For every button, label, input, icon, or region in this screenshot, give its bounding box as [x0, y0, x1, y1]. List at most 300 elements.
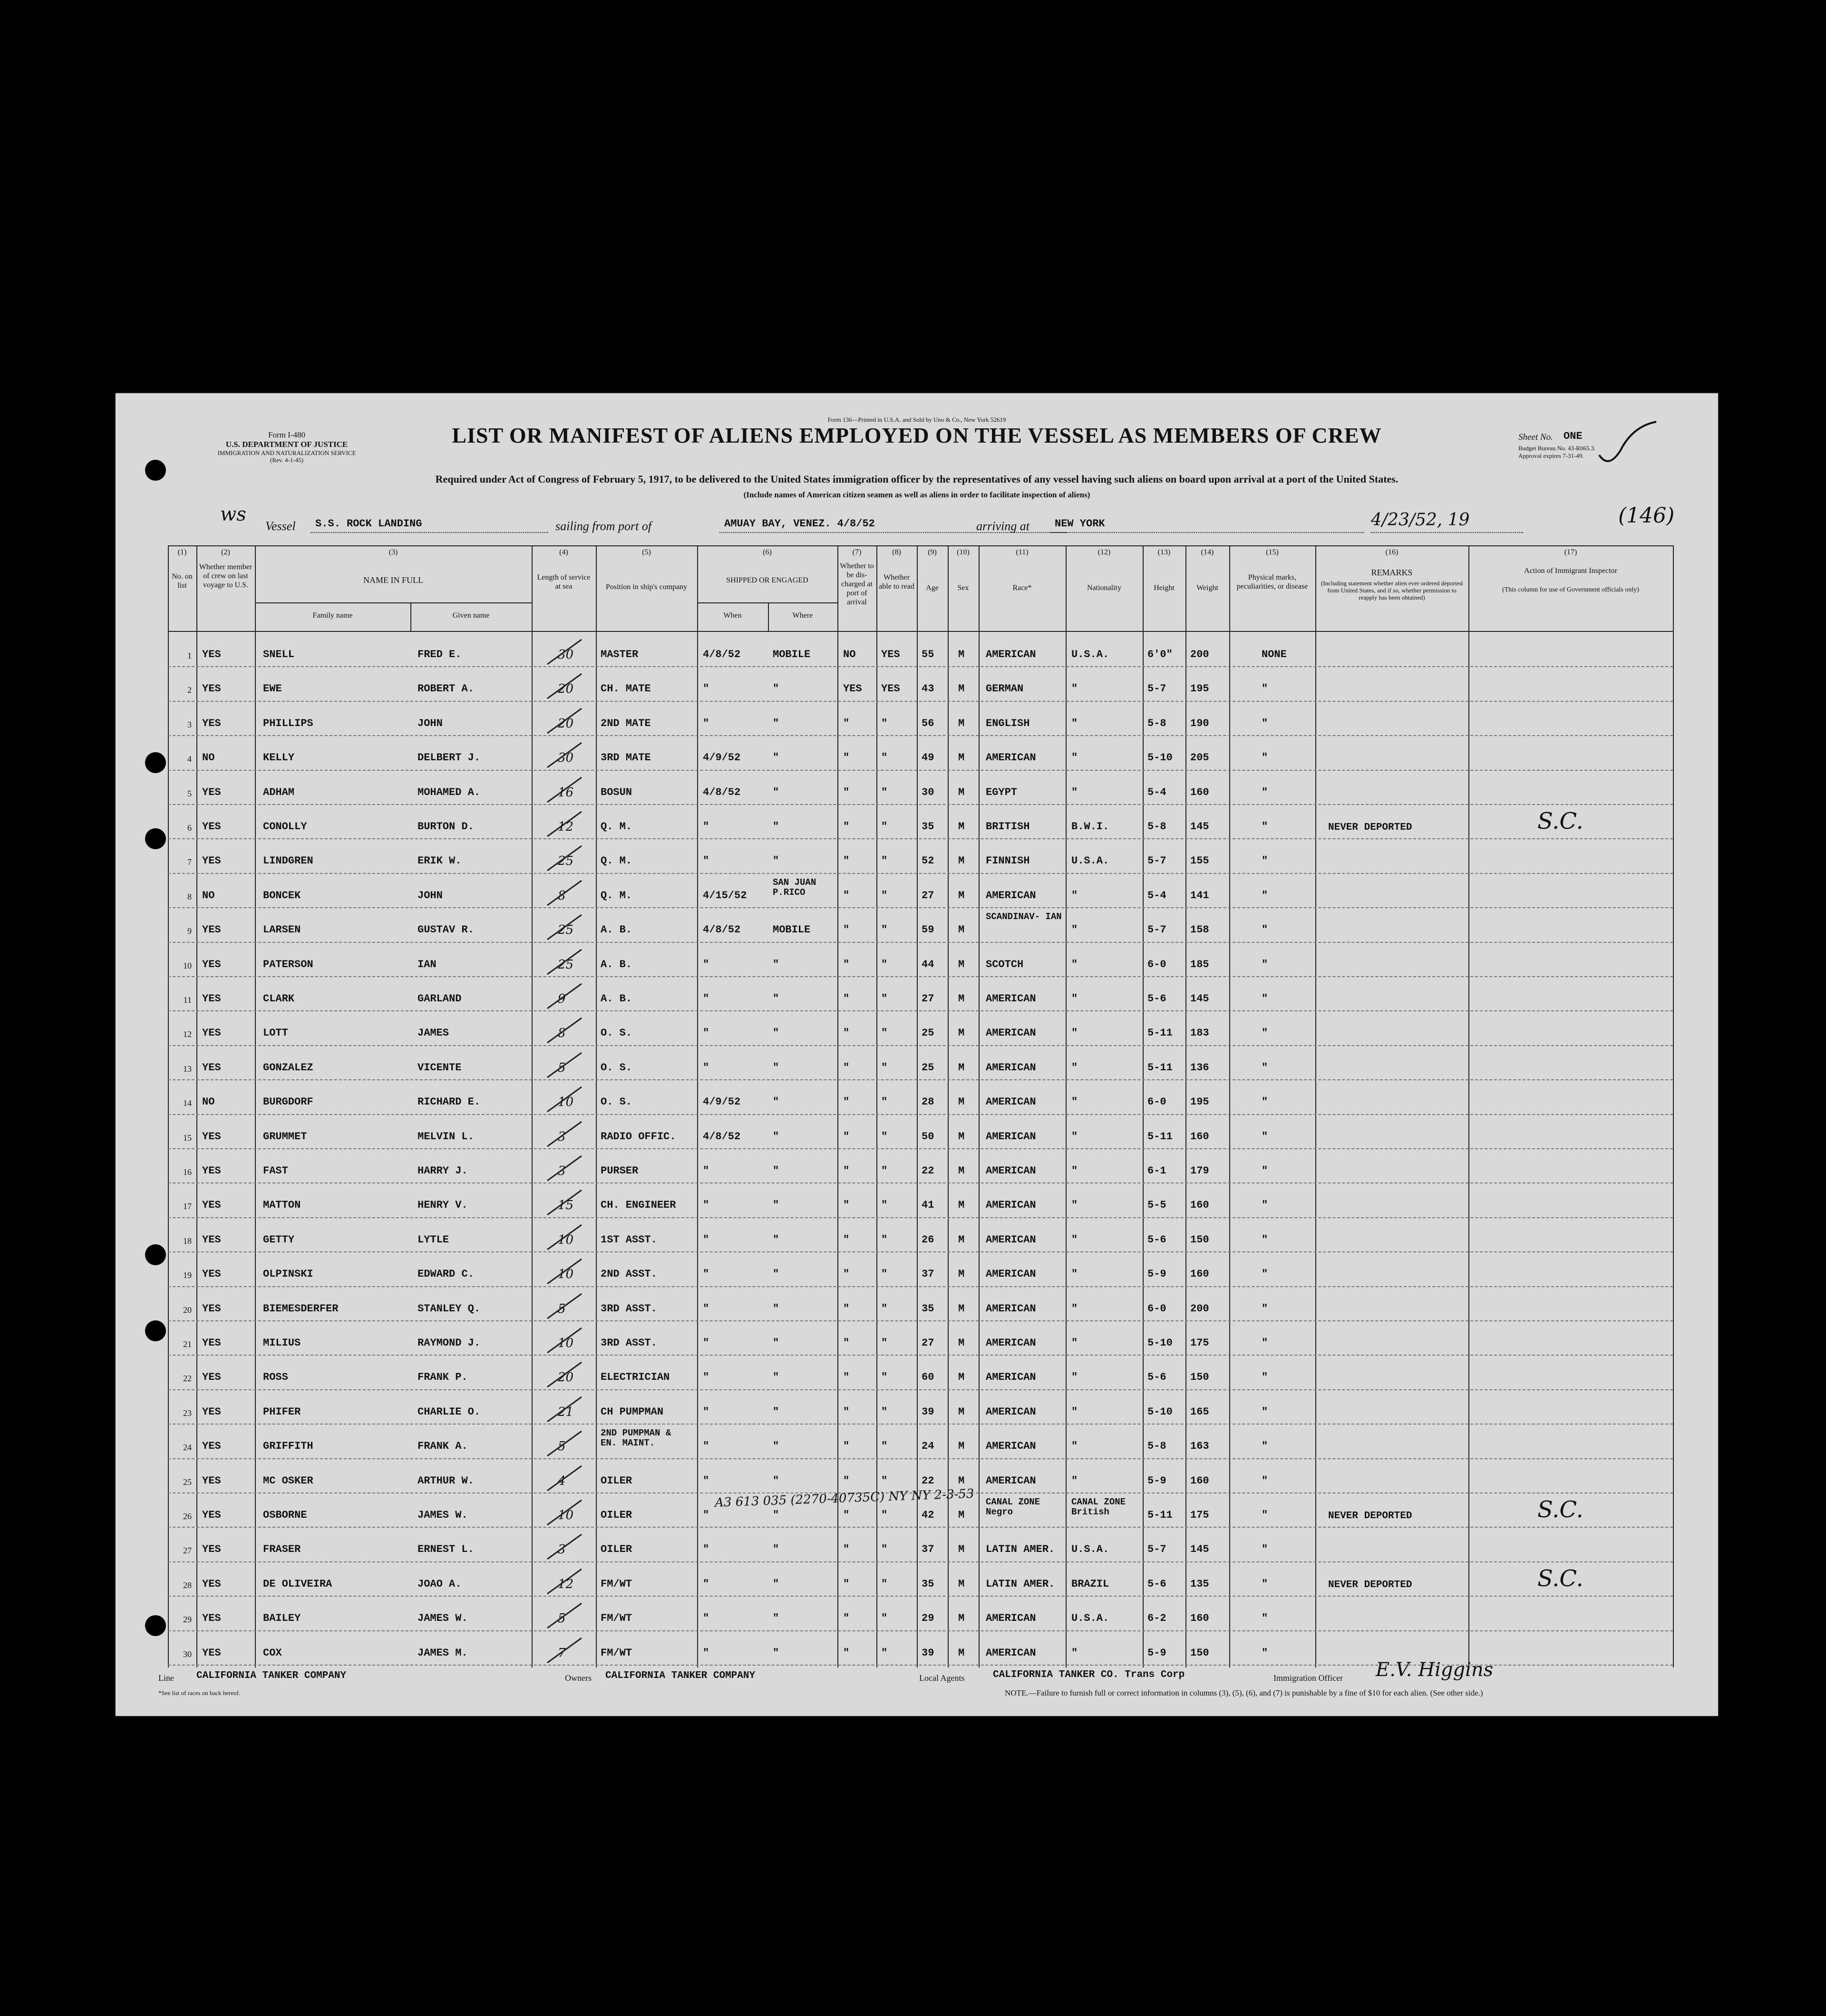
cell-read: " — [881, 1027, 888, 1039]
agents-company: CALIFORNIA TANKER CO. Trans Corp — [993, 1669, 1185, 1680]
cell-family: CLARK — [263, 993, 295, 1005]
cell-weight: 150 — [1190, 1371, 1209, 1384]
cell-given: JAMES M. — [418, 1647, 468, 1659]
cell-disch: " — [843, 1578, 850, 1590]
cell-race: AMERICAN — [986, 1268, 1036, 1280]
cell-nat: U.S.A. — [1071, 1543, 1109, 1556]
cell-marks: " — [1262, 1268, 1268, 1280]
cell-height: 6-1 — [1147, 1165, 1166, 1177]
cell-nat: " — [1071, 993, 1078, 1005]
sailing-label: sailing from port of — [555, 519, 652, 533]
tally-check-icon — [544, 946, 586, 979]
cell-given: ARTHUR W. — [418, 1474, 474, 1487]
binder-hole — [145, 1320, 166, 1341]
cell-read: " — [881, 1199, 888, 1212]
cell-weight: 185 — [1190, 958, 1209, 970]
cell-when: " — [703, 1405, 709, 1418]
cell-read: " — [881, 1268, 888, 1280]
page-mark: (146) — [1618, 504, 1675, 528]
cell-when: " — [703, 683, 709, 695]
cell-family: OLPINSKI — [263, 1268, 313, 1280]
cell-disch: " — [843, 786, 850, 798]
cell-nat: " — [1071, 786, 1078, 798]
cell-marks: " — [1262, 958, 1268, 970]
cell-height: 5-11 — [1147, 1061, 1173, 1074]
cell-given: JAMES — [418, 1027, 449, 1039]
cell-marks: " — [1262, 1509, 1268, 1521]
row-number: 2 — [187, 685, 192, 695]
row-number: 20 — [183, 1305, 192, 1315]
col-1-heading: No. on list — [172, 572, 193, 590]
cell-prev: YES — [202, 1027, 221, 1039]
cell-race: SCANDINAV- IAN — [986, 911, 1062, 922]
cell-position: CH. ENGINEER — [601, 1199, 676, 1212]
cell-age: 37 — [922, 1268, 934, 1280]
cell-when: " — [703, 1027, 709, 1039]
cell-position: PURSER — [601, 1165, 639, 1177]
col-15-heading: Physical marks, peculiarities, or disease — [1236, 573, 1308, 591]
officer-signature: E.V. Higgins — [1376, 1659, 1494, 1681]
where-heading: Where — [792, 611, 813, 620]
cell-nat: " — [1071, 1130, 1078, 1143]
cell-nat: " — [1071, 1371, 1078, 1384]
cell-prev: YES — [202, 1578, 221, 1590]
cell-service: 5 — [558, 1060, 566, 1075]
cell-position: 3RD MATE — [601, 752, 651, 764]
cell-where: " — [773, 1233, 779, 1246]
cell-sex: M — [958, 1268, 965, 1280]
cell-sex: M — [958, 717, 965, 729]
cell-height: 5-11 — [1147, 1509, 1173, 1521]
cell-prev: NO — [202, 752, 215, 764]
tally-check-icon — [544, 1496, 586, 1530]
cell-read: " — [881, 1509, 888, 1521]
cell-disch: " — [843, 821, 850, 833]
cell-age: 29 — [922, 1612, 934, 1625]
cell-when: 4/8/52 — [703, 649, 741, 660]
cell-disch: " — [843, 1302, 850, 1315]
col-17-number: (17) — [1564, 548, 1577, 556]
cell-nat: " — [1071, 1096, 1078, 1108]
tally-check-icon — [544, 1358, 586, 1392]
cell-read: " — [881, 993, 888, 1005]
cell-read: " — [881, 1096, 888, 1108]
cell-service: 20 — [558, 682, 574, 697]
cell-weight: 145 — [1190, 1543, 1209, 1556]
cell-height: 5-8 — [1147, 821, 1166, 833]
cell-weight: 163 — [1190, 1440, 1209, 1453]
cell-age: 52 — [922, 855, 934, 867]
cell-family: KELLY — [263, 752, 295, 764]
row-number: 11 — [183, 995, 192, 1005]
cell-family: PHIFER — [263, 1405, 301, 1418]
cell-race: AMERICAN — [986, 1027, 1036, 1039]
cell-disch: " — [843, 1233, 850, 1246]
cell-weight: 165 — [1190, 1405, 1209, 1418]
arriving-label: arriving at — [976, 519, 1030, 533]
cell-given: EDWARD C. — [418, 1268, 474, 1280]
cell-prev: YES — [202, 1440, 221, 1453]
cell-disch: " — [843, 1440, 850, 1453]
cell-family: PHILLIPS — [263, 717, 313, 729]
cell-prev: YES — [202, 1199, 221, 1212]
col-5-heading: Position in ship's company — [605, 583, 688, 591]
cell-position: CH PUMPMAN — [601, 1405, 664, 1418]
cell-family: GETTY — [263, 1233, 295, 1246]
cell-sex: M — [958, 1474, 965, 1487]
row-number: 24 — [183, 1443, 192, 1453]
tally-check-icon — [544, 1049, 586, 1082]
cell-service: 9 — [558, 992, 566, 1006]
col-10-number: (10) — [957, 548, 970, 556]
tally-check-icon — [544, 1186, 586, 1220]
cell-given: JOAO A. — [418, 1578, 462, 1590]
cell-read: " — [881, 1612, 888, 1625]
cell-marks: " — [1262, 924, 1268, 936]
tally-check-icon — [544, 1152, 586, 1185]
cell-service: 3 — [558, 1542, 566, 1557]
cell-where: " — [773, 855, 779, 867]
cell-age: 41 — [922, 1199, 934, 1212]
cell-read: " — [881, 1337, 888, 1349]
cell-where: SAN JUAN P.RICO — [773, 877, 816, 898]
cell-family: CONOLLY — [263, 821, 307, 833]
col-6-number: (6) — [763, 548, 772, 556]
cell-family: SNELL — [263, 649, 295, 660]
row-number: 7 — [187, 857, 192, 867]
cell-weight: 135 — [1190, 1578, 1209, 1590]
cell-height: 6-0 — [1147, 1096, 1166, 1108]
cell-where: " — [773, 1302, 779, 1315]
cell-sex: M — [958, 889, 965, 901]
cell-when: " — [703, 1578, 709, 1590]
cell-nat: " — [1071, 1061, 1078, 1074]
cell-disch: " — [843, 1543, 850, 1556]
col-17-subheading: (This column for use of Government officials only) — [1502, 586, 1639, 593]
cell-given: MELVIN L. — [418, 1130, 474, 1143]
cell-sex: M — [958, 1199, 965, 1212]
cell-read: " — [881, 752, 888, 764]
cell-where: " — [773, 1027, 779, 1039]
cell-height: 5-9 — [1147, 1474, 1166, 1487]
approval-expiry: Approval expires 7-31-49. — [1518, 452, 1584, 459]
department-name: U.S. DEPARTMENT OF JUSTICE — [225, 440, 348, 449]
cell-disch: " — [843, 1199, 850, 1212]
cell-nat: U.S.A. — [1071, 1612, 1109, 1625]
cell-nat: " — [1071, 1337, 1078, 1349]
cell-weight: 150 — [1190, 1233, 1209, 1246]
cell-disch: " — [843, 1096, 850, 1108]
cell-race: AMERICAN — [986, 649, 1036, 660]
cell-when: " — [703, 1612, 709, 1625]
binder-hole — [145, 828, 166, 849]
row-number: 21 — [183, 1339, 192, 1349]
cell-position: BOSUN — [601, 786, 632, 798]
cell-sex: M — [958, 1165, 965, 1177]
tally-check-icon — [544, 636, 586, 669]
cell-age: 50 — [922, 1130, 934, 1143]
cell-height: 5-11 — [1147, 1027, 1173, 1039]
cell-height: 5-6 — [1147, 1233, 1166, 1246]
row-number: 27 — [183, 1546, 192, 1556]
requirement-statement: Required under Act of Congress of February 5, 1917, to be delivered to the United States immigration officer by the representatives of any vessel having such aliens on board upon arrival at a port of the United States. — [435, 473, 1399, 485]
cell-service: 8 — [558, 1026, 566, 1041]
cell-where: " — [773, 1612, 779, 1625]
cell-prev: YES — [202, 1647, 221, 1659]
cell-family: EWE — [263, 683, 282, 695]
cell-race: AMERICAN — [986, 1096, 1036, 1108]
cell-read: " — [881, 1371, 888, 1384]
cell-disch: " — [843, 1337, 850, 1349]
cell-nat: " — [1071, 1405, 1078, 1418]
cell-service: 10 — [558, 1336, 574, 1350]
col-11-heading: Race* — [1012, 584, 1032, 592]
cell-service: 3 — [558, 1164, 566, 1178]
cell-height: 5-4 — [1147, 889, 1166, 901]
cell-service: 5 — [558, 1439, 566, 1454]
ws-handwritten-mark: ws — [220, 504, 246, 525]
cell-where: " — [773, 958, 779, 970]
cell-read: YES — [881, 649, 900, 660]
cell-race: EGYPT — [986, 786, 1018, 798]
cell-family: BAILEY — [263, 1612, 301, 1625]
cell-age: 39 — [922, 1647, 934, 1659]
cell-when: 4/15/52 — [703, 889, 747, 901]
cell-marks: " — [1262, 1337, 1268, 1349]
tally-check-icon — [544, 877, 586, 910]
cell-race: AMERICAN — [986, 1061, 1036, 1074]
cell-age: 35 — [922, 821, 934, 833]
sailing-port: AMUAY BAY, VENEZ. 4/8/52 — [724, 518, 875, 530]
cell-when: " — [703, 1543, 709, 1556]
cell-weight: 145 — [1190, 821, 1209, 833]
cell-when: 4/8/52 — [703, 1130, 741, 1143]
cell-where: " — [773, 786, 779, 798]
row-number: 23 — [183, 1408, 192, 1418]
cell-when: " — [703, 1440, 709, 1453]
cell-family: DE OLIVEIRA — [263, 1578, 332, 1590]
cell-height: 5-10 — [1147, 1337, 1173, 1349]
col-9-heading: Age — [926, 584, 939, 592]
tally-check-icon — [544, 1083, 586, 1116]
cell-service: 4 — [558, 1473, 566, 1488]
cell-age: 27 — [922, 1337, 934, 1349]
cell-when: " — [703, 1233, 709, 1246]
cell-position: O. S. — [601, 1027, 632, 1039]
tally-check-icon — [544, 774, 586, 807]
cell-race: AMERICAN — [986, 993, 1036, 1005]
cell-race: AMERICAN — [986, 1612, 1036, 1625]
cell-when: " — [703, 1268, 709, 1280]
cell-family: LINDGREN — [263, 855, 313, 867]
cell-disch: " — [843, 993, 850, 1005]
cell-when: 4/8/52 — [703, 786, 741, 798]
cell-position: RADIO OFFIC. — [601, 1130, 676, 1143]
form-number: Form I-480 — [268, 430, 305, 439]
cell-marks: " — [1262, 1233, 1268, 1246]
cell-when: " — [703, 717, 709, 729]
cell-height: 5-10 — [1147, 1405, 1173, 1418]
row-number: 25 — [183, 1477, 192, 1487]
cell-when: " — [703, 1302, 709, 1315]
cell-service: 10 — [558, 1095, 574, 1110]
document-title: LIST OR MANIFEST OF ALIENS EMPLOYED ON THE VESSEL AS MEMBERS OF CREW — [452, 423, 1382, 447]
cell-marks: " — [1262, 821, 1268, 833]
cell-sex: M — [958, 958, 965, 970]
cell-service: 20 — [558, 1370, 574, 1385]
cell-disch: " — [843, 924, 850, 936]
cell-given: MOHAMED A. — [418, 786, 481, 798]
col-14-number: (14) — [1201, 548, 1214, 556]
cell-nat: " — [1071, 1268, 1078, 1280]
cell-weight: 205 — [1190, 752, 1209, 764]
cell-disch: " — [843, 1474, 850, 1487]
cell-remarks: NEVER DEPORTED — [1328, 1579, 1412, 1590]
cell-disch: " — [843, 1509, 850, 1521]
cell-marks: " — [1262, 1302, 1268, 1315]
cell-nat: " — [1071, 958, 1078, 970]
cell-nat: B.W.I. — [1071, 821, 1109, 833]
cell-age: 56 — [922, 717, 934, 729]
cell-age: 25 — [922, 1027, 934, 1039]
col-16-number: (16) — [1385, 548, 1399, 556]
cell-height: 5-10 — [1147, 752, 1173, 764]
cell-disch: " — [843, 1027, 850, 1039]
tally-check-icon — [544, 1462, 586, 1495]
cell-weight: 200 — [1190, 1302, 1209, 1315]
cell-when: " — [703, 993, 709, 1005]
cell-sex: M — [958, 1233, 965, 1246]
cell-nat: " — [1071, 1233, 1078, 1246]
cell-prev: YES — [202, 993, 221, 1005]
cell-service: 20 — [558, 716, 574, 731]
cell-nat: " — [1071, 1440, 1078, 1453]
cell-family: PATERSON — [263, 958, 313, 970]
tally-check-icon — [544, 705, 586, 738]
cell-given: JOHN — [418, 717, 443, 729]
col-10-heading: Sex — [957, 584, 969, 592]
cell-given: HENRY V. — [418, 1199, 468, 1212]
col-8-number: (8) — [892, 548, 901, 556]
include-statement: (Include names of American citizen seamen as well as aliens in order to facilitate inspection of aliens) — [743, 490, 1090, 499]
cell-service: 30 — [558, 648, 574, 662]
cell-marks: NONE — [1262, 649, 1287, 660]
cell-when: " — [703, 1371, 709, 1384]
row-number: 28 — [183, 1580, 192, 1590]
col-7-heading: Whether to be dis-charged at port of arrival — [840, 562, 874, 606]
cell-sex: M — [958, 1371, 965, 1384]
cell-sex: M — [958, 1302, 965, 1315]
cell-weight: 145 — [1190, 993, 1209, 1005]
cell-when: 4/9/52 — [703, 1096, 741, 1108]
cell-prev: YES — [202, 1371, 221, 1384]
cell-race: AMERICAN — [986, 752, 1036, 764]
tally-check-icon — [544, 1427, 586, 1461]
cell-disch: " — [843, 1647, 850, 1659]
cell-given: RAYMOND J. — [418, 1337, 481, 1349]
cell-race: SCOTCH — [986, 958, 1024, 970]
cell-sex: M — [958, 1130, 965, 1143]
cell-given: GARLAND — [418, 993, 462, 1005]
cell-disch: " — [843, 1061, 850, 1074]
cell-position: A. B. — [601, 924, 632, 936]
col-5-number: (5) — [642, 548, 651, 556]
cell-when: " — [703, 1474, 709, 1487]
cell-position: O. S. — [601, 1061, 632, 1074]
cell-family: BURGDORF — [263, 1096, 313, 1108]
printer-line: Form 136—Printed in U.S.A. and Sold by Uno & Co., New York 52619 — [827, 416, 1006, 423]
cell-service: 8 — [558, 888, 566, 903]
cell-age: 27 — [922, 993, 934, 1005]
cell-age: 60 — [922, 1371, 934, 1384]
cell-read: " — [881, 1233, 888, 1246]
cell-where: " — [773, 717, 779, 729]
cell-marks: " — [1262, 1371, 1268, 1384]
cell-sex: M — [958, 752, 965, 764]
cell-position: ELECTRICIAN — [601, 1371, 670, 1384]
row-number: 5 — [187, 788, 192, 798]
cell-race: BRITISH — [986, 821, 1030, 833]
cell-position: 2ND ASST. — [601, 1268, 657, 1280]
cell-sex: M — [958, 855, 965, 867]
arrival-date: 4/23/52, 19 — [1371, 510, 1470, 530]
cell-position: 2ND PUMPMAN & EN. MAINT. — [601, 1428, 671, 1449]
cell-nat: " — [1071, 889, 1078, 901]
cell-prev: YES — [202, 1268, 221, 1280]
cell-given: FRED E. — [418, 649, 462, 660]
line-label: Line — [158, 1673, 174, 1683]
cell-sex: M — [958, 1543, 965, 1556]
cell-where: " — [773, 1371, 779, 1384]
col-17-heading: Action of Immigrant Inspector — [1524, 567, 1617, 575]
cell-weight: 160 — [1190, 1474, 1209, 1487]
cell-height: 5-7 — [1147, 683, 1166, 695]
col-16-subheading: (Including statement whether alien ever ordered deported from United States, and if so, whether permission to reapply has been obtained) — [1321, 580, 1463, 601]
col-12-number: (12) — [1098, 548, 1111, 556]
cell-given: HARRY J. — [418, 1165, 468, 1177]
tally-check-icon — [544, 1014, 586, 1047]
cell-nat: U.S.A. — [1071, 855, 1109, 867]
cell-when: " — [703, 1509, 709, 1521]
cell-family: GRUMMET — [263, 1130, 307, 1143]
cell-nat: " — [1071, 1165, 1078, 1177]
cell-position: MASTER — [601, 649, 639, 660]
cell-read: " — [881, 1130, 888, 1143]
cell-family: COX — [263, 1647, 282, 1659]
revision-date: (Rev. 4-1-45) — [270, 456, 303, 464]
sheet-checkmark-icon — [1594, 417, 1661, 474]
cell-position: 1ST ASST. — [601, 1233, 657, 1246]
cell-family: LARSEN — [263, 924, 301, 936]
cell-nat: BRAZIL — [1071, 1578, 1109, 1590]
row-number: 30 — [183, 1649, 192, 1659]
cell-age: 35 — [922, 1578, 934, 1590]
cell-where: " — [773, 1405, 779, 1418]
cell-given: JAMES W. — [418, 1509, 468, 1521]
cell-disch: " — [843, 1130, 850, 1143]
inspector-initials: S.C. — [1537, 808, 1583, 834]
row-number: 4 — [187, 754, 192, 764]
cell-when: " — [703, 821, 709, 833]
cell-prev: YES — [202, 786, 221, 798]
row-number: 17 — [183, 1202, 192, 1212]
cell-height: 6-0 — [1147, 958, 1166, 970]
cell-where: " — [773, 683, 779, 695]
cell-family: MC OSKER — [263, 1474, 313, 1487]
cell-given: DELBERT J. — [418, 752, 481, 764]
cell-race: FINNISH — [986, 855, 1030, 867]
col-13-heading: Height — [1154, 584, 1175, 592]
